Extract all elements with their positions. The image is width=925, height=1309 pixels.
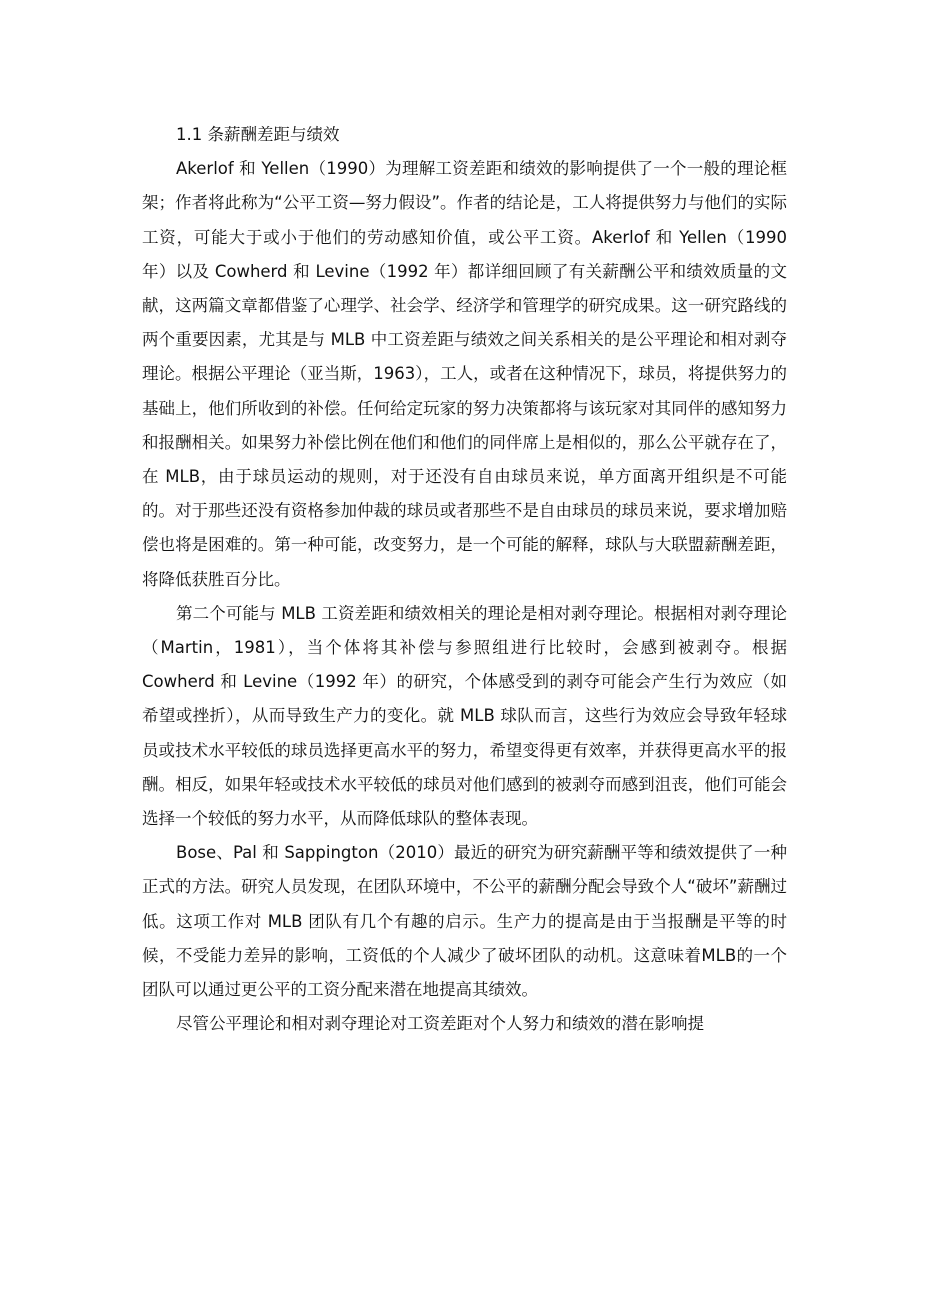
paragraph-relative-deprivation: 第二个可能与 MLB 工资差距和绩效相关的理论是相对剥夺理论。根据相对剥夺理论（Martin，1981），当个体将其补偿与参照组进行比较时，会感到被剥夺。根据 Cowherd 和 Levine（1992 年）的研究，个体感受到的剥夺可能会产生行为效应（如希望或挫折），从而导致生产力的变化。就 MLB 球队而言，这些行为效应会导致年轻球员或技术水平较低的球员选择更高水平的努力，希望变得更有效率，并获得更高水平的报酬。相反，如果年轻或技术水平较低的球员对他们感到的被剥夺而感到沮丧，他们可能会选择一个较低的努力水平，从而降低球队的整体表现。 xyxy=(142,603,787,829)
paragraph-bose-pal-sappington: Bose、Pal 和 Sappington（2010）最近的研究为研究薪酬平等和绩效提供了一种正式的方法。研究人员发现，在团队环境中，不公平的薪酬分配会导致个人“破坏”薪酬过低。这项工作对 MLB 团队有几个有趣的启示。生产力的提高是由于当报酬是平等的时候，不受能力差异的影响，工资低的个人减少了破坏团队的动机。这意味着MLB的一个团队可以通过更公平的工资分配来潜在地提高其绩效。 xyxy=(142,843,787,1000)
paragraph-equity-theory: Akerlof 和 Yellen（1990）为理解工资差距和绩效的影响提供了一个一般的理论框架；作者将此称为“公平工资—努力假设”。作者的结论是，工人将提供努力与他们的实际工资，可能大于或小于他们的劳动感知价值，或公平工资。Akerlof 和 Yellen（1990 年）以及 Cowherd 和 Levine（1992 年）都详细回顾了有关薪酬公平和绩效质量的文献，这两篇文章都借鉴了心理学、社会学、经济学和管理学的研究成果。这一研究路线的两个重要因素，尤其是与 MLB 中工资差距与绩效之间关系相关的是公平理论和相对剥夺理论。根据公平理论（亚当斯，1963），工人，或者在这种情况下，球员，将提供努力的基础上，他们所收到的补偿。任何给定玩家的努力决策都将与该玩家对其同伴的感知努力和报酬相关。如果努力补偿比例在他们和他们的同伴席上是相似的，那么公平就存在了，在 MLB，由于球员运动的规则，对于还没有自由球员来说，单方面离开组织是不可能的。对于那些还没有资格参加仲裁的球员或者那些不是自由球员的球员来说，要求增加赔偿也将是困难的。第一种可能，改变努力，是一个可能的解释，球队与大联盟薪酬差距，将降低获胜百分比。 xyxy=(142,159,787,589)
paragraph-continuation: 尽管公平理论和相对剥夺理论对工资差距对个人努力和绩效的潜在影响提 xyxy=(176,1014,704,1034)
document-page xyxy=(142,118,787,1041)
section-heading: 1.1 条薪酬差距与绩效 xyxy=(176,125,340,144)
